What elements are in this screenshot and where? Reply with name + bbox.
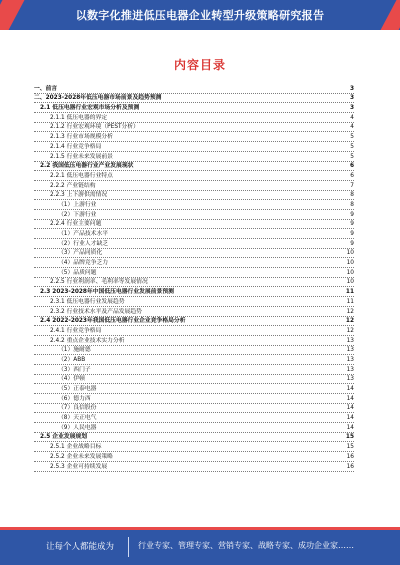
toc-entry[interactable]	[34, 423, 354, 433]
toc-entry-label: （1）施耐德	[34, 347, 93, 354]
toc-entry-page: 14	[346, 395, 354, 402]
toc-entry[interactable]	[34, 287, 354, 297]
toc-entry[interactable]	[34, 404, 354, 414]
toc-entry-label: （5）正泰电器	[34, 386, 98, 393]
toc-entry[interactable]	[34, 249, 354, 259]
toc-entry-label: 2.5.3 企业可持续发展	[34, 464, 109, 471]
toc-entry[interactable]	[34, 84, 354, 94]
header-banner	[0, 0, 400, 30]
toc-entry-page: 7	[350, 182, 354, 189]
toc-entry-page: 13	[346, 376, 354, 383]
toc-entry-page: 9	[350, 240, 354, 247]
footer-slogan-left: 让每个人都能成为	[46, 542, 115, 552]
toc-entry-page: 3	[349, 105, 354, 112]
toc-entry-page: 14	[346, 415, 354, 422]
toc-entry[interactable]	[34, 355, 354, 365]
toc-entry[interactable]	[34, 413, 354, 423]
toc-entry-page: 13	[346, 356, 354, 363]
toc-entry-label: 2.5.2 企业未来发展策略	[34, 454, 115, 461]
toc-entry-label: 2.2.3 上下游供需情况	[34, 192, 109, 199]
toc-entry[interactable]	[34, 442, 354, 452]
toc-entry-label: 2.1.1 低压电器的界定	[34, 115, 109, 122]
toc-entry-label: （9）人民电器	[34, 425, 98, 432]
toc-entry[interactable]	[34, 229, 354, 239]
toc-entry[interactable]	[34, 181, 354, 191]
toc-entry-label: （3）西门子	[34, 367, 93, 374]
toc-entry-page: 5	[350, 153, 354, 160]
toc-entry-page: 11	[346, 298, 354, 305]
toc-entry[interactable]	[34, 268, 354, 278]
toc-entry-label: （7）良信股份	[34, 405, 98, 412]
toc-entry-label: 2.3 2023-2028年中国低压电器行业发展前景预测	[34, 289, 176, 296]
toc-entry-label: 2.2.2 产业链结构	[34, 183, 98, 190]
toc-entry-page: 9	[350, 231, 354, 237]
toc-entry-label: 一、前言	[34, 85, 58, 92]
toc-heading: 内容目录	[173, 58, 226, 72]
toc-entry-page: 16	[346, 463, 354, 470]
toc-entry[interactable]	[34, 200, 354, 210]
toc-entry-page: 13	[346, 337, 354, 344]
toc-entry-label: 二、2023-2028年低压电器市场前景及趋势预测	[34, 95, 162, 102]
toc-entry[interactable]	[34, 132, 354, 142]
toc-entry[interactable]	[34, 103, 354, 113]
toc-entry[interactable]	[34, 113, 354, 123]
toc-entry-label: 2.1.3 行业市场规模分析	[34, 134, 115, 141]
toc-entry-page: 14	[346, 386, 354, 392]
toc-entry-page: 4	[350, 114, 354, 121]
toc-entry-label: （2）下游行业	[34, 212, 98, 219]
toc-entry-page: 5	[350, 143, 354, 150]
footer-banner	[0, 527, 400, 565]
toc-entry[interactable]	[34, 365, 354, 375]
toc-entry-label: 2.5.1 企业战略目标	[34, 444, 103, 451]
toc-entry[interactable]	[34, 452, 354, 462]
toc-entry-page: 16	[346, 453, 354, 460]
toc-entry[interactable]	[34, 258, 354, 268]
footer-divider	[128, 537, 129, 557]
toc-entry-page: 6	[349, 163, 354, 170]
toc-entry[interactable]	[34, 239, 354, 249]
toc-entry-label: （2）行业人才缺乏	[34, 241, 110, 248]
toc-entry-page: 6	[350, 172, 354, 179]
toc-entry[interactable]	[34, 142, 354, 152]
report-title: 以数字化推进低压电器企业转型升级策略研究报告	[75, 9, 325, 22]
toc-entry-page: 11	[345, 289, 354, 296]
toc-entry-page: 4	[350, 124, 354, 131]
toc-entry-label: 2.5 企业发展规划	[34, 434, 89, 441]
toc-entry-page: 12	[346, 327, 354, 334]
toc-entry[interactable]	[34, 462, 354, 472]
toc-entry[interactable]	[34, 375, 354, 385]
toc-entry-label: （2）ABB	[34, 357, 87, 364]
table-of-contents	[34, 84, 354, 472]
toc-entry-label: （1）上游行业	[34, 202, 98, 209]
toc-entry[interactable]	[34, 278, 354, 288]
toc-entry-label: 2.2 我国低压电器行业产业发展现状	[34, 163, 135, 170]
toc-entry[interactable]	[34, 220, 354, 230]
toc-entry-label: 2.2.1 低压电器行业特点	[34, 173, 115, 180]
toc-entry-page: 3	[349, 95, 354, 102]
toc-entry[interactable]	[34, 394, 354, 404]
toc-entry-label: 2.3.2 行业技术水平及产品发展趋势	[34, 309, 144, 316]
toc-entry-label: （5）品质问题	[34, 270, 98, 277]
toc-entry-page: 5	[350, 134, 354, 141]
footer-red-strip	[0, 527, 400, 530]
toc-entry-page: 13	[346, 366, 354, 373]
toc-entry-label: 2.4.1 行业竞争格局	[34, 328, 103, 335]
toc-entry[interactable]	[34, 297, 354, 307]
toc-entry[interactable]	[34, 123, 354, 133]
toc-entry-page: 14	[346, 424, 354, 431]
toc-entry-label: （4）品牌竞争乏力	[34, 260, 110, 267]
toc-entry-page: 10	[346, 279, 354, 286]
toc-entry-page: 3	[349, 85, 354, 92]
toc-entry[interactable]	[34, 307, 354, 317]
toc-entry-label: 2.2.5 行业利润率、毛利率等发展情况	[34, 279, 150, 286]
toc-entry[interactable]	[34, 326, 354, 336]
toc-entry-page: 12	[345, 318, 354, 325]
toc-entry[interactable]	[34, 336, 354, 346]
toc-entry[interactable]	[34, 191, 354, 201]
toc-entry-label: 2.1 低压电器行业宏观市场分析及预测	[34, 105, 141, 112]
toc-entry-label: 2.2.4 行业主要问题	[34, 221, 103, 228]
toc-entry[interactable]	[34, 210, 354, 220]
toc-entry-page: 14	[346, 405, 354, 412]
toc-entry-page: 15	[345, 434, 354, 441]
toc-entry[interactable]	[34, 346, 354, 356]
toc-entry[interactable]	[34, 384, 354, 394]
toc-entry-page: 12	[346, 308, 354, 315]
toc-entry-label: 2.4 2022-2023年我国低压电器行业企业竞争格局分析	[34, 318, 188, 325]
toc-entry-page: 9	[350, 211, 354, 218]
toc-entry-page: 8	[350, 192, 354, 199]
toc-entry[interactable]	[34, 94, 354, 104]
toc-entry[interactable]	[34, 433, 354, 443]
footer-slogan-right: 行业专家、管理专家、营销专家、战略专家、成功企业家……	[138, 541, 354, 550]
toc-entry-label: （3）产品同质化	[34, 250, 104, 257]
toc-entry-label: 2.1.2 行业宏观环境（PEST分析）	[34, 124, 141, 131]
toc-entry-page: 13	[346, 347, 354, 354]
toc-entry-label: 2.1.4 行业竞争格局	[34, 144, 103, 151]
toc-entry[interactable]	[34, 171, 354, 181]
toc-entry-label: 2.1.5 行业未来发展前景	[34, 154, 115, 161]
toc-entry-label: （1）产品技术水平	[34, 231, 110, 238]
toc-entry-page: 10	[346, 250, 354, 257]
toc-entry[interactable]	[34, 162, 354, 172]
toc-entry-page: 9	[350, 221, 354, 228]
toc-entry-label: （4）伊顿	[34, 376, 87, 383]
toc-entry-label: （8）天正电气	[34, 415, 98, 422]
toc-entry-label: 2.3.1 低压电器行业发展趋势	[34, 299, 127, 306]
toc-entry-page: 15	[346, 444, 354, 451]
toc-entry-page: 10	[346, 269, 354, 276]
toc-entry-page: 8	[350, 201, 354, 208]
toc-entry-label: 2.4.2 重点企业技术实力分析	[34, 338, 127, 345]
toc-entry[interactable]	[34, 317, 354, 327]
toc-entry[interactable]	[34, 152, 354, 162]
toc-entry-page: 10	[346, 260, 354, 267]
toc-entry-label: （6）德力西	[34, 396, 93, 403]
